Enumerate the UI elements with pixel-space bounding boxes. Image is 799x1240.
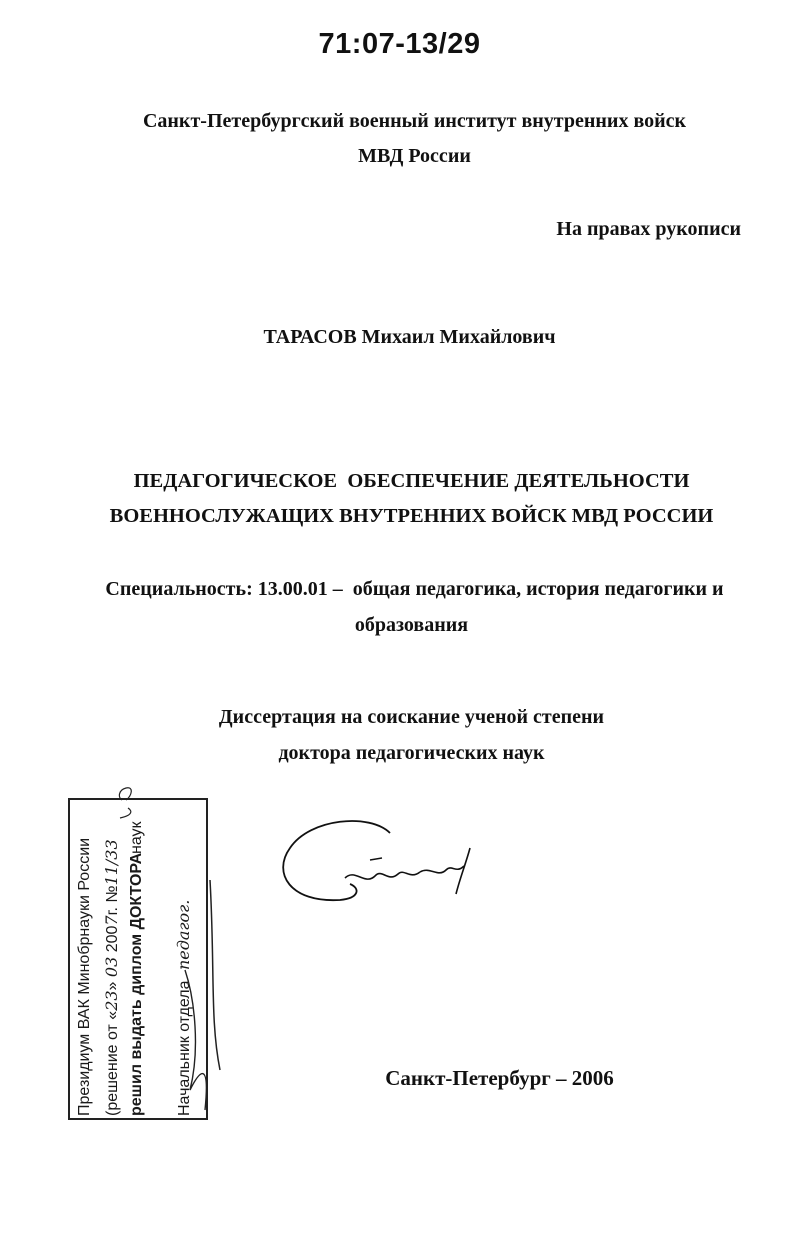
dissertation-title-line1: ПЕДАГОГИЧЕСКОЕ ОБЕСПЕЧЕНИЕ ДЕЯТЕЛЬНОСТИ	[133, 470, 690, 492]
place-and-year: Санкт-Петербург – 2006	[385, 1066, 614, 1090]
institute-name-line1: Санкт-Петербургский военный институт внутренних войск	[142, 110, 687, 132]
catalog-number: 71:07-13/29	[318, 28, 481, 60]
stamp-line3: решил выдать диплом ДОКТОРА	[128, 852, 145, 1116]
author-name: ТАРАСОВ Михаил Михайлович	[263, 326, 556, 348]
manuscript-note: На правах рукописи	[556, 218, 741, 240]
stamp-line2: (решение от «23» 03 2007г. №11/33	[102, 839, 121, 1116]
stamp-line4: Начальник отдела педагог.	[174, 899, 193, 1116]
dissertation-title-line2: ВОЕННОСЛУЖАЩИХ ВНУТРЕННИХ ВОЙСК МВД РОССИИ	[109, 505, 714, 527]
specialty-line1: Специальность: 13.00.01 – общая педагогика, история педагогики и	[105, 578, 724, 600]
degree-line2: доктора педагогических наук	[278, 742, 545, 764]
degree-line1: Диссертация на соискание ученой степени	[218, 706, 605, 728]
stamp-line3-suffix: наук	[128, 821, 145, 854]
specialty-line2: образования	[354, 614, 469, 636]
institute-name-line2: МВД России	[358, 145, 471, 167]
stamp-line1: Президиум ВАК Минобрнауки России	[76, 837, 93, 1116]
signature-icon	[270, 808, 490, 918]
